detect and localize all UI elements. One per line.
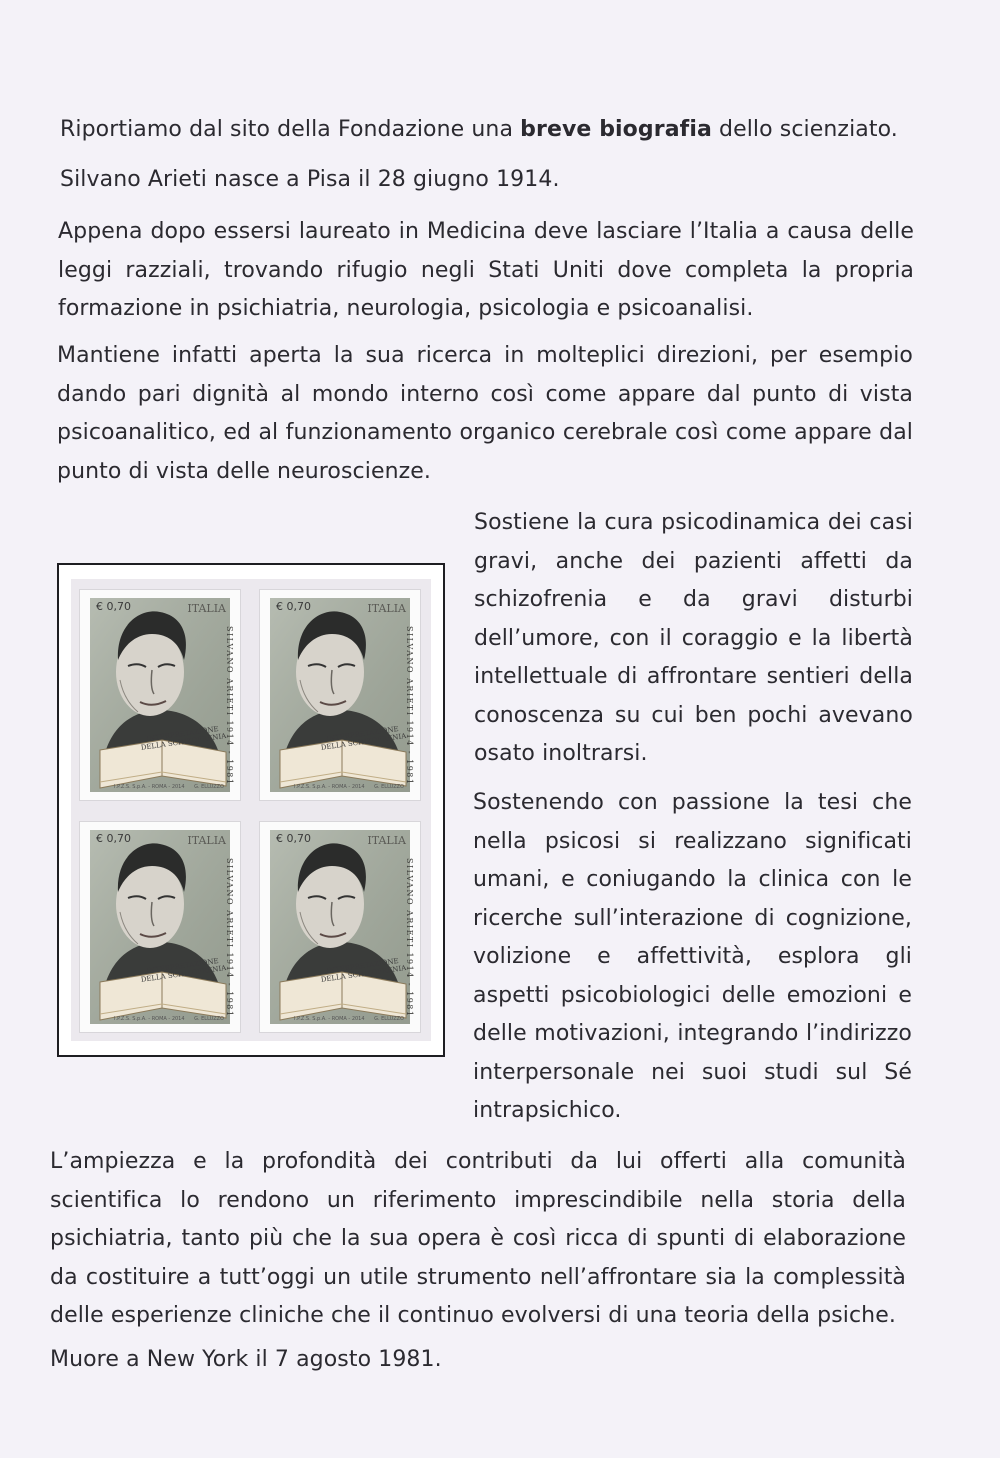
stamp-artwork — [80, 822, 240, 1032]
stamp-honoree-name: SILVANO ARIETI 1914 - 1981 — [405, 626, 414, 786]
stamp-artwork — [80, 590, 240, 800]
stamp-country: ITALIA — [367, 602, 406, 615]
stamp-artwork — [260, 590, 420, 800]
stamp-artwork — [260, 822, 420, 1032]
stamp-printer: I.P.Z.S. S.p.A. - ROMA - 2014 — [114, 784, 185, 790]
stamp-value: € 0,70 — [276, 600, 311, 613]
stamp-value: € 0,70 — [96, 832, 131, 845]
stamp-country: ITALIA — [367, 834, 406, 847]
stamp-artist: G. ELLUZZO — [374, 1016, 404, 1022]
stamp-sheet-backing — [71, 579, 431, 1041]
stamp-book-title: INTERPRETAZIONE DELLA SCHIZOFRENIA — [320, 957, 407, 984]
stamp-honoree-name: SILVANO ARIETI 1914 - 1981 — [225, 858, 234, 1018]
stamp — [79, 589, 241, 801]
intro-text: Riportiamo dal sito della Fondazione una — [60, 117, 521, 142]
research-paragraph: Mantiene infatti aperta la sua ricerca in molteplici direzioni, per esempio dando pari dignità al mondo interno così come appare dal punto di vista psicoanalitico, ed al funzionamento organico cerebrale così come appare dal punto di vista delle neuroscienze. — [57, 343, 913, 484]
stamp-country: ITALIA — [187, 602, 226, 615]
thesis-paragraph: Sostenendo con passione la tesi che nella psicosi si realizzano significati umani, e coniugando la clinica con le ricerche sull’interazione di cognizione, volizione e affettività, esplora gli aspetti psicobiologici delle emozioni e delle motivazioni, integrando l’indirizzo interpersonale nei suoi studi sul Sé intrapsichico. — [473, 790, 912, 1123]
stamp-book-title: INTERPRETAZIONE DELLA SCHIZOFRENIA — [140, 957, 227, 984]
stamp-artist: G. ELLUZZO — [194, 784, 224, 790]
stamp-value: € 0,70 — [96, 600, 131, 613]
intro-paragraph — [60, 111, 920, 150]
stamp-book-title: INTERPRETAZIONE DELLA SCHIZOFRENIA — [320, 725, 407, 752]
stamp-value: € 0,70 — [276, 832, 311, 845]
legacy-paragraph: L’ampiezza e la profondità dei contributi da lui offerti alla comunità scientifica lo rendono un riferimento imprescindibile nella storia della psichiatria, tanto più che la sua opera è così ricca di spunti di elaborazione da costituire a tutt’oggi un utile strumento nell’affrontare sia la complessità delle esperienze cliniche che il continuo evolversi di una teoria della psiche. — [50, 1149, 906, 1328]
death-paragraph: Muore a New York il 7 agosto 1981. — [50, 1347, 442, 1372]
stamp-artist: G. ELLUZZO — [194, 1016, 224, 1022]
stamp-country: ITALIA — [187, 834, 226, 847]
stamp-printer: I.P.Z.S. S.p.A. - ROMA - 2014 — [294, 784, 365, 790]
stamp-printer: I.P.Z.S. S.p.A. - ROMA - 2014 — [114, 1016, 185, 1022]
stamp-honoree-name: SILVANO ARIETI 1914 - 1981 — [225, 626, 234, 786]
intro-bold-text: breve biografia — [520, 117, 712, 142]
care-paragraph: Sostiene la cura psicodinamica dei casi gravi, anche dei pazienti affetti da schizofrenia e da gravi disturbi dell’umore, con il coraggio e la libertà intellettuale di affrontare sentieri della conoscenza su cui ben pochi avevano osato inoltrarsi. — [474, 510, 913, 766]
education-paragraph: Appena dopo essersi laureato in Medicina deve lasciare l’Italia a causa delle leggi razziali, trovando rifugio negli Stati Uniti dove completa la propria formazione in psichiatria, neurologia, psicologia e psicoanalisi. — [58, 219, 914, 321]
stamp — [259, 821, 421, 1033]
birth-paragraph: Silvano Arieti nasce a Pisa il 28 giugno 1914. — [60, 167, 560, 192]
stamp-honoree-name: SILVANO ARIETI 1914 - 1981 — [405, 858, 414, 1018]
stamp-sheet — [57, 563, 445, 1057]
stamp-artist: G. ELLUZZO — [374, 784, 404, 790]
stamp — [79, 821, 241, 1033]
stamp-printer: I.P.Z.S. S.p.A. - ROMA - 2014 — [294, 1016, 365, 1022]
stamp-book-title: INTERPRETAZIONE DELLA SCHIZOFRENIA — [140, 725, 227, 752]
intro-text-end: dello scienziato. — [711, 117, 898, 142]
stamp — [259, 589, 421, 801]
